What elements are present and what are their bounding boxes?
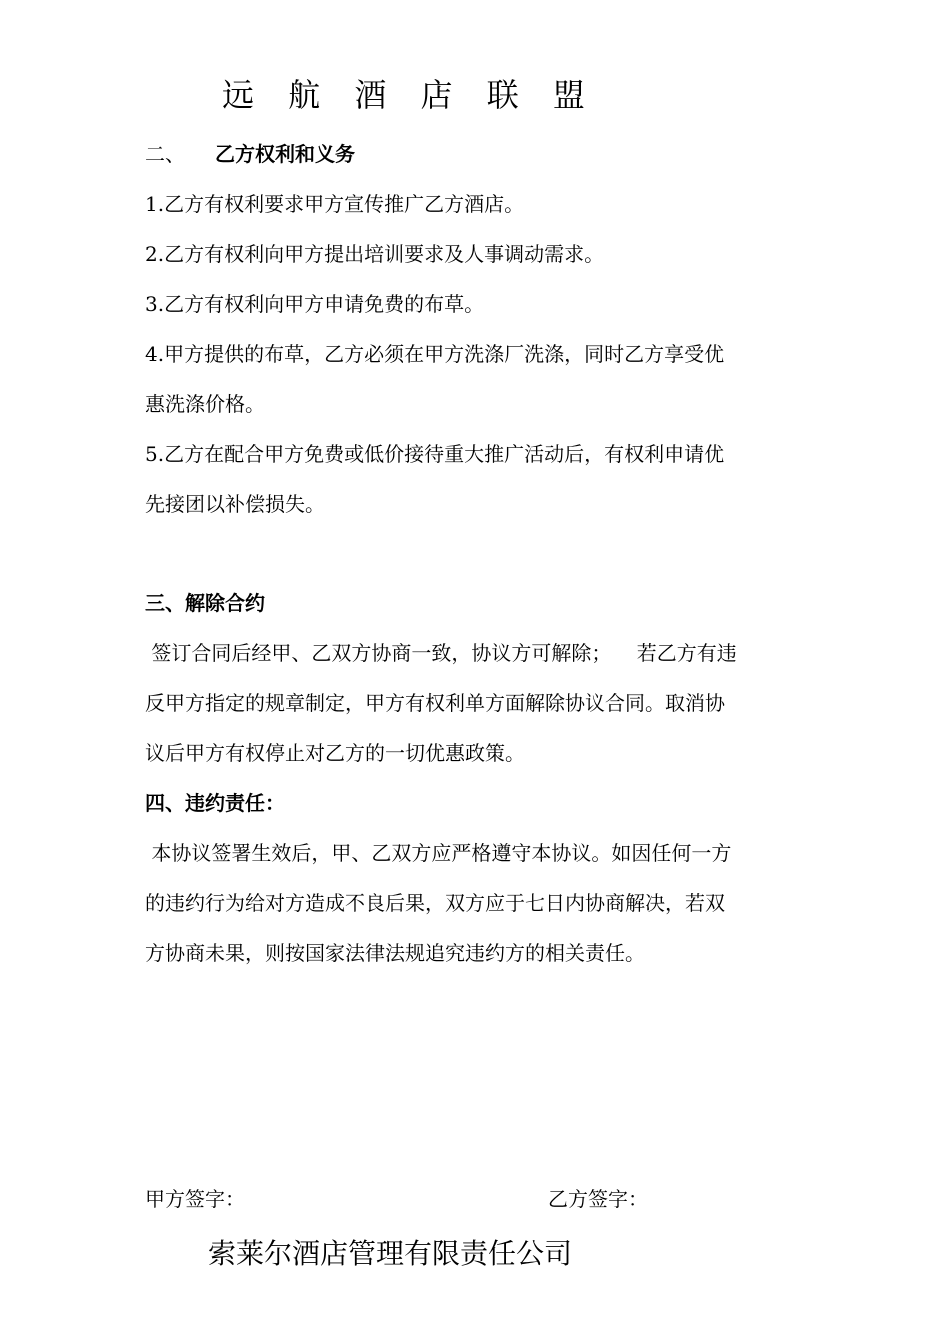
section-2-line: 惠洗涤价格。: [145, 392, 265, 416]
section-2-line: 5.乙方在配合甲方免费或低价接待重大推广活动后，有权利申请优: [145, 442, 725, 466]
section-4-heading: 四、违约责任：: [145, 791, 285, 815]
company-name: 索莱尔酒店管理有限责任公司: [208, 1237, 573, 1270]
section-3-line: 反甲方指定的规章制定，甲方有权利单方面解除协议合同。取消协: [145, 691, 725, 715]
party-a-signature-label: 甲方签字：: [145, 1187, 245, 1211]
section-4-line: 的违约行为给对方造成不良后果，双方应于七日内协商解决，若双: [145, 891, 725, 915]
section-3-line: 签订合同后经甲、乙双方协商一致，协议方可解除； 若乙方有违: [145, 641, 737, 665]
section-4-line: 方协商未果，则按国家法律法规追究违约方的相关责任。: [145, 941, 645, 965]
party-b-signature-label: 乙方签字：: [548, 1187, 648, 1211]
section-2-line: 1.乙方有权利要求甲方宣传推广乙方酒店。: [145, 192, 525, 216]
section-4-line: 本协议签署生效后，甲、乙双方应严格遵守本协议。如因任何一方: [145, 841, 732, 865]
section-2-line: 4.甲方提供的布草，乙方必须在甲方洗涤厂洗涤，同时乙方享受优: [145, 342, 725, 366]
section-2-number: 二、: [145, 142, 185, 166]
section-3-line: 议后甲方有权停止对乙方的一切优惠政策。: [145, 741, 525, 765]
section-3-heading: 三、解除合约: [145, 591, 265, 615]
section-2-heading: [145, 138, 355, 167]
document-title: 远 航 酒 店 联 盟: [222, 76, 597, 114]
section-2-line: 先接团以补偿损失。: [145, 492, 325, 516]
section-2-line: 2.乙方有权利向甲方提出培训要求及人事调动需求。: [145, 242, 605, 266]
section-2-title: 乙方权利和义务: [215, 142, 355, 166]
section-2-line: 3.乙方有权利向甲方申请免费的布草。: [145, 292, 485, 316]
